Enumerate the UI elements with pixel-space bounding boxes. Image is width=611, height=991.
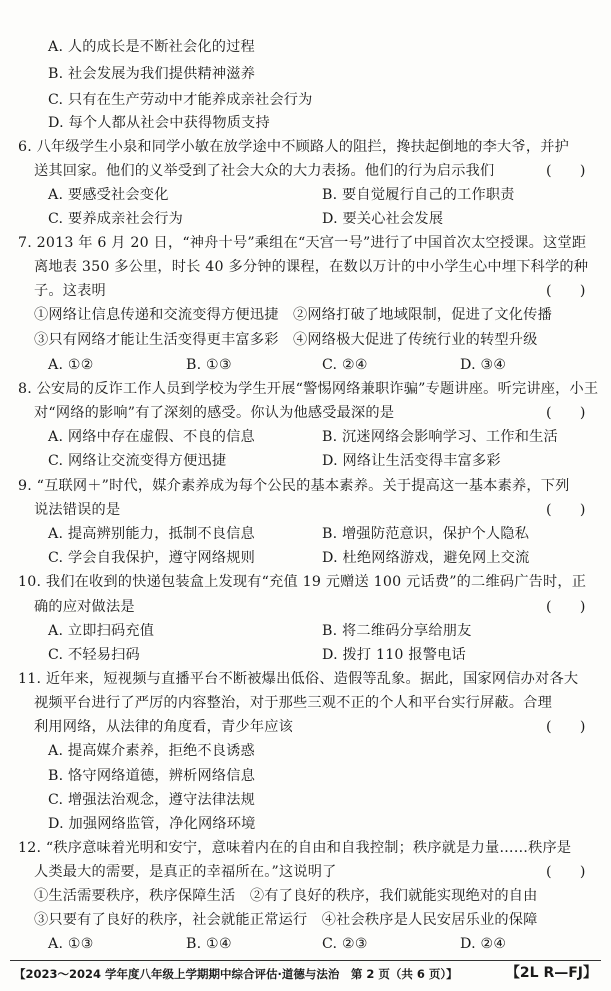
- q9-option-c: C. 学会自我保护，遵守网络规则: [48, 550, 256, 566]
- q8-option-c: C. 网络让交流变得方便迅捷: [48, 453, 227, 469]
- q12-option-b: B. ①④: [186, 936, 232, 952]
- q6-option-d: D. 要关心社会发展: [322, 211, 444, 227]
- q11-stem-1: 11. 近年来，短视频与直播平台不断被爆出低俗、造假等乱象。据此，国家网信办对各大: [18, 671, 579, 687]
- q9-option-b: B. 增强防范意识，保护个人隐私: [322, 526, 530, 542]
- q7-stem-2: 离地表 350 多公里，时长 40 多分钟的课程，在数以万计的中小学生心中埋下科学的种: [34, 259, 589, 275]
- q8-stem-1: 8. 公安局的反诈工作人员到学校为学生开展“警惕网络兼职诈骗”专题讲座。听完讲座，小王: [18, 381, 599, 397]
- q10-answer-paren: ( ): [546, 599, 586, 615]
- q6-option-a: A. 要感受社会变化: [48, 187, 169, 203]
- q6-stem-2: 送其回家。他们的义举受到了社会大众的大力表扬。他们的行为启示我们: [34, 163, 495, 179]
- q12-option-d: D. ②④: [460, 936, 507, 952]
- q7-option-a: A. ①②: [48, 357, 94, 373]
- q12-statements-2: ③只要有了良好的秩序，社会就能正常运行 ④社会秩序是人民安居乐业的保障: [34, 912, 538, 928]
- q11-stem-3: 利用网络，从法律的角度看，青少年应该: [34, 719, 293, 735]
- q9-stem-2: 说法错误的是: [34, 502, 121, 518]
- q11-stem-2: 视频平台进行了严厉的内容整治，对于那些三观不正的个人和平台实行屏蔽。合理: [34, 695, 552, 711]
- q7-answer-paren: ( ): [546, 283, 586, 299]
- page-footer: 【2023～2024 学年度八年级上学期期中综合评估·道德与法治 第 2 页（共 6 页）】: [14, 967, 458, 981]
- q9-option-d: D. 杜绝网络游戏，避免网上交流: [322, 550, 530, 566]
- q6-option-c: C. 要养成亲社会行为: [48, 211, 184, 227]
- q9-stem-1: 9. “互联网＋”时代，媒介素养成为每个公民的基本素养。关于提高这一基本素养，下列: [18, 478, 570, 494]
- q12-answer-paren: ( ): [546, 864, 586, 880]
- q12-stem-2: 人类最大的需要，是真正的幸福所在。”这说明了: [34, 864, 337, 880]
- q8-stem-2: 对“网络的影响”有了深刻的感受。你认为他感受最深的是: [34, 405, 395, 421]
- q10-option-d: D. 拨打 110 报警电话: [322, 647, 466, 663]
- q5-option-a: A. 人的成长是不断社会化的过程: [48, 39, 255, 55]
- q9-answer-paren: ( ): [546, 502, 586, 518]
- q12-stem-1: 12. “秩序意味着光明和安宁，意味着内在的自由和自我控制；秩序就是力量……秩序是: [18, 840, 572, 856]
- q9-option-a: A. 提高辨别能力，抵制不良信息: [48, 526, 255, 542]
- footer-divider: [10, 960, 601, 961]
- q11-option-b: B. 恪守网络道德，辨析网络信息: [48, 768, 256, 784]
- q8-option-d: D. 网络让生活变得丰富多彩: [322, 453, 501, 469]
- q10-option-a: A. 立即扫码充值: [48, 623, 155, 639]
- q10-stem-2: 确的应对做法是: [34, 599, 135, 615]
- q5-option-c: C. 只有在生产劳动中才能养成亲社会行为: [48, 92, 313, 108]
- q11-option-a: A. 提高媒介素养，拒绝不良诱惑: [48, 743, 255, 759]
- q8-option-a: A. 网络中存在虚假、不良的信息: [48, 429, 255, 445]
- q7-stem-1: 7. 2013 年 6 月 20 日，“神舟十号”乘组在“天宫一号”进行了中国首次太空授课。这堂距: [18, 235, 587, 251]
- q5-option-b: B. 社会发展为我们提供精神滋养: [48, 66, 256, 82]
- q7-option-c: C. ②④: [322, 357, 368, 373]
- q5-option-d: D. 每个人都从社会中获得物质支持: [48, 115, 270, 131]
- q6-answer-paren: ( ): [546, 163, 586, 179]
- q12-statements-1: ①生活需要秩序，秩序保障生活 ②有了良好的秩序，我们就能实现绝对的自由: [34, 888, 538, 904]
- q6-stem-1: 6. 八年级学生小泉和同学小敏在放学途中不顾路人的阻拦，搀扶起倒地的李大爷，并护: [18, 139, 569, 155]
- q7-stem-3: 子。这表明: [34, 283, 106, 299]
- q11-option-d: D. 加强网络监管，净化网络环境: [48, 816, 256, 832]
- q7-statements-1: ①网络让信息传递和交流变得方便迅捷 ②网络打破了地域限制，促进了文化传播: [34, 307, 552, 323]
- q11-answer-paren: ( ): [546, 719, 586, 735]
- q12-option-a: A. ①③: [48, 936, 94, 952]
- q11-option-c: C. 增强法治观念，遵守法律法规: [48, 792, 256, 808]
- q7-option-d: D. ③④: [460, 357, 507, 373]
- q7-option-b: B. ①③: [186, 357, 232, 373]
- q8-answer-paren: ( ): [546, 405, 586, 421]
- q7-statements-2: ③只有网络才能让生活变得更丰富多彩 ④网络极大促进了传统行业的转型升级: [34, 332, 538, 348]
- q10-option-c: C. 不轻易扫码: [48, 647, 140, 663]
- q8-option-b: B. 沉迷网络会影响学习、工作和生活: [322, 429, 558, 445]
- q10-option-b: B. 将二维码分享给朋友: [322, 623, 472, 639]
- q6-option-b: B. 要自觉履行自己的工作职责: [322, 187, 515, 203]
- exam-code: 【2L R—FJ】: [505, 965, 597, 981]
- q10-stem-1: 10. 我们在收到的快递包装盒上发现有“充值 19 元赠送 100 元话费”的二维码广告时，正: [18, 574, 587, 590]
- q12-option-c: C. ②③: [322, 936, 368, 952]
